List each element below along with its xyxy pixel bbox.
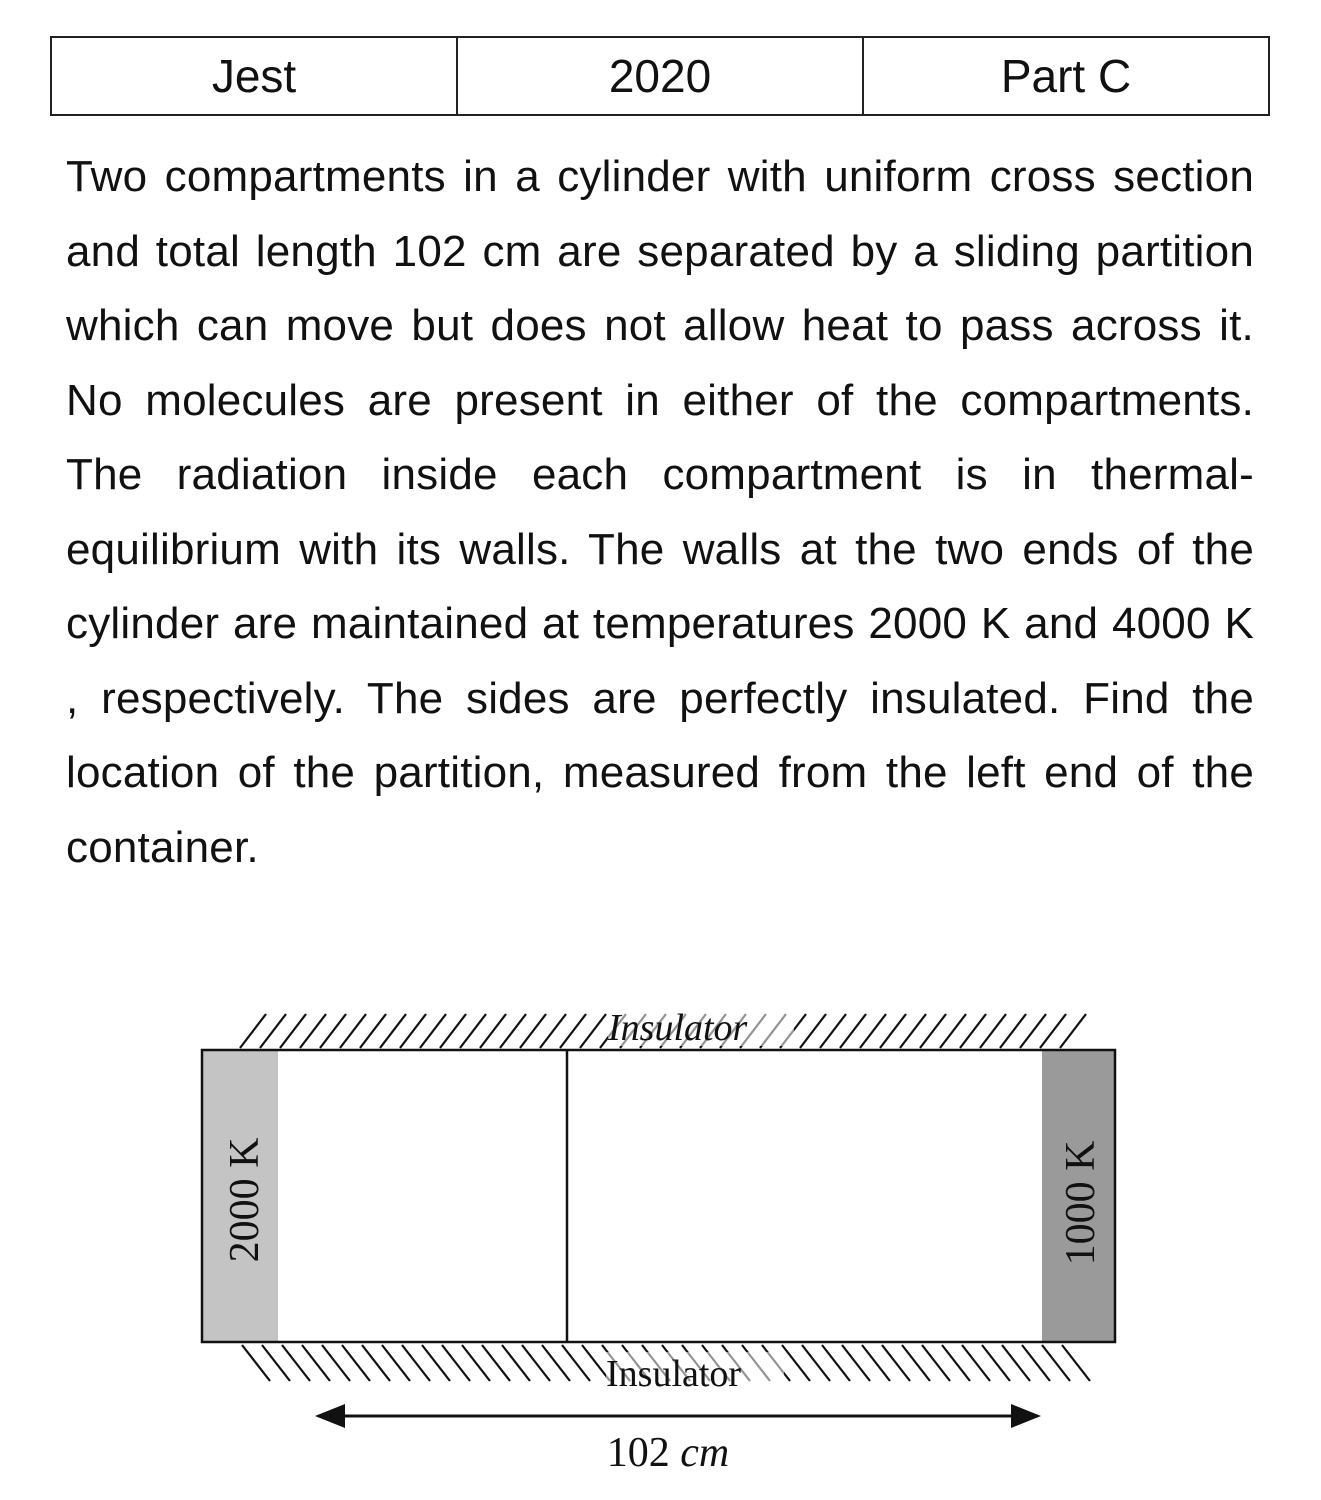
hatch-line bbox=[980, 1014, 1006, 1048]
hatch-line bbox=[560, 1014, 586, 1048]
hatch-line bbox=[400, 1014, 426, 1048]
hatch-line bbox=[1000, 1014, 1026, 1048]
hatch-line bbox=[920, 1014, 946, 1048]
hatch-line bbox=[880, 1014, 906, 1048]
hatch-line bbox=[840, 1014, 866, 1048]
hatch-line bbox=[1020, 1014, 1046, 1048]
header-exam: Jest bbox=[51, 37, 457, 115]
hatch-line bbox=[1040, 1014, 1066, 1048]
hatch-line bbox=[440, 1014, 466, 1048]
hatch-line bbox=[420, 1014, 446, 1048]
hatch-line bbox=[960, 1014, 986, 1048]
hatch-line bbox=[260, 1014, 286, 1048]
left-wall-temperature: 2000 K bbox=[222, 1137, 268, 1263]
length-number: 102 bbox=[606, 1430, 670, 1476]
hatch-line bbox=[460, 1014, 486, 1048]
hatch-line bbox=[480, 1014, 506, 1048]
hatch-line bbox=[860, 1014, 886, 1048]
hatch-line bbox=[360, 1014, 386, 1048]
length-unit: cm bbox=[680, 1430, 730, 1476]
hatch-line bbox=[580, 1014, 606, 1048]
hatch-line bbox=[300, 1014, 326, 1048]
hatch-line bbox=[900, 1014, 926, 1048]
hatch-line bbox=[500, 1014, 526, 1048]
bottom-insulator-label: Insulator bbox=[606, 1353, 742, 1395]
question-text: Two compartments in a cylinder with uniform cross section and total length 102 cm are separated by a sliding partition which can move but does not allow heat to pass across it. No molecules are present in either of the compartments. The radiation inside each compartment is in thermal-equilibrium with its walls. The walls at the two ends of the cylinder are maintained at temperatures 2000 K and 4000 K , respectively. The sides are perfectly insulated. Find the location of the partition, measured from the left end of the container. bbox=[66, 152, 1254, 872]
hatch-line bbox=[380, 1014, 406, 1048]
hatch-line bbox=[940, 1014, 966, 1048]
hatch-line bbox=[320, 1014, 346, 1048]
hatch-line bbox=[800, 1014, 826, 1048]
hatch-line bbox=[540, 1014, 566, 1048]
hatch-line bbox=[340, 1014, 366, 1048]
length-label bbox=[607, 1430, 729, 1476]
hatch-line bbox=[520, 1014, 546, 1048]
hatch-line bbox=[280, 1014, 306, 1048]
hatch-line bbox=[820, 1014, 846, 1048]
right-wall-temperature: 1000 K bbox=[1058, 1140, 1104, 1266]
hatch-line bbox=[240, 1014, 266, 1048]
cylinder-outline bbox=[202, 1050, 1115, 1342]
header-year: 2020 bbox=[457, 37, 863, 115]
hatch-line bbox=[1060, 1014, 1086, 1048]
top-insulator-label: Insulator bbox=[608, 1007, 748, 1049]
header-part: Part C bbox=[863, 37, 1269, 115]
